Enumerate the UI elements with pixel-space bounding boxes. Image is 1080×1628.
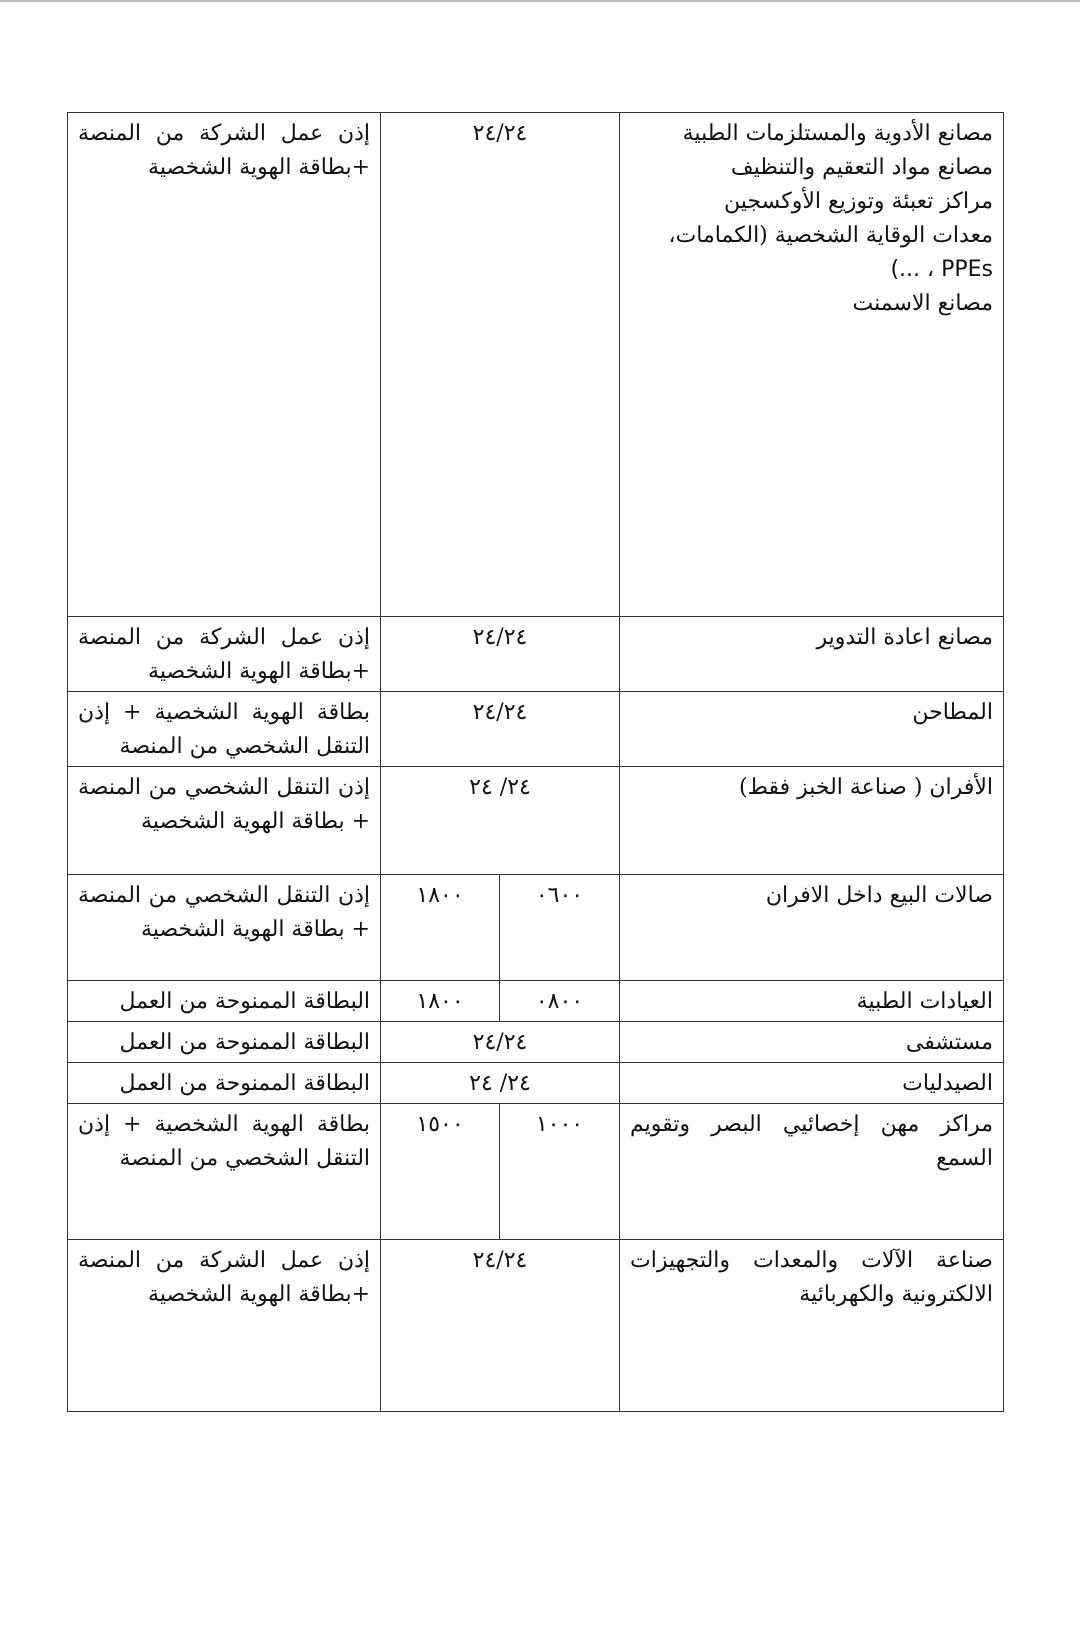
sector-line: مصانع الاسمنت [852,291,993,316]
sector-cell: مصانع اعادة التدوير [620,617,1004,692]
document-cell: إذن التنقل الشخصي من المنصة + بطاقة الهوية الشخصية [68,875,381,981]
table-row [68,617,1004,692]
from-time-cell: ٠٨٠٠ [500,981,620,1022]
hours-cell: ٢٤/٢٤ [381,1022,620,1063]
sector-cell: صناعة الآلات والمعدات والتجهيزات الالكترونية والكهربائية [620,1240,1004,1412]
document-cell: بطاقة الهوية الشخصية + إذن التنقل الشخصي من المنصة [68,692,381,767]
to-time-cell: ١٨٠٠ [381,981,500,1022]
document-cell: إذن عمل الشركة من المنصة +بطاقة الهوية الشخصية [68,617,381,692]
sector-cell [620,113,1004,617]
document-cell: البطاقة الممنوحة من العمل [68,1022,381,1063]
sector-cell: مراكز مهن إخصائيي البصر وتقويم السمع [620,1104,1004,1240]
table-row [68,767,1004,875]
sector-line: معدات الوقاية الشخصية (الكمامات، [668,223,993,248]
to-time-cell: ١٨٠٠ [381,875,500,981]
table-row [68,692,1004,767]
table-row [68,1063,1004,1104]
from-time-cell: ١٠٠٠ [500,1104,620,1240]
sector-cell: العيادات الطبية [620,981,1004,1022]
document-cell: إذن عمل الشركة من المنصة +بطاقة الهوية الشخصية [68,1240,381,1412]
document-cell: إذن التنقل الشخصي من المنصة + بطاقة الهوية الشخصية [68,767,381,875]
hours-cell: ٢٤/٢٤ [381,617,620,692]
to-time-cell: ١٥٠٠ [381,1104,500,1240]
sector-line: مصانع مواد التعقيم والتنظيف [730,155,993,180]
hours-cell: ٢٤/٢٤ [381,113,620,617]
hours-cell: ٢٤/٢٤ [381,692,620,767]
sector-cell: مستشفى [620,1022,1004,1063]
sector-cell: المطاحن [620,692,1004,767]
hours-cell: ٢٤/٢٤ [381,1240,620,1412]
table-row [68,875,1004,981]
table-row [68,981,1004,1022]
hours-cell: ٢٤/ ٢٤ [381,1063,620,1104]
sector-line: PPEs ، ...) [890,257,993,282]
hours-cell: ٢٤/ ٢٤ [381,767,620,875]
document-cell: البطاقة الممنوحة من العمل [68,981,381,1022]
table-row [68,1104,1004,1240]
table-row [68,113,1004,617]
sector-line: مراكز تعبئة وتوزيع الأوكسجين [724,189,993,214]
table-row [68,1240,1004,1412]
sector-cell: الأفران ( صناعة الخبز فقط) [620,767,1004,875]
document-cell: بطاقة الهوية الشخصية + إذن التنقل الشخصي من المنصة [68,1104,381,1240]
sector-cell: صالات البيع داخل الافران [620,875,1004,981]
page-top-edge [0,0,1080,2]
table-row [68,1022,1004,1063]
from-time-cell: ٠٦٠٠ [500,875,620,981]
sector-line: مصانع الأدوية والمستلزمات الطبية [682,121,993,146]
sector-cell: الصيدليات [620,1063,1004,1104]
sector-hours-table [67,112,1004,1412]
document-cell: إذن عمل الشركة من المنصة +بطاقة الهوية الشخصية [68,113,381,617]
document-cell: البطاقة الممنوحة من العمل [68,1063,381,1104]
